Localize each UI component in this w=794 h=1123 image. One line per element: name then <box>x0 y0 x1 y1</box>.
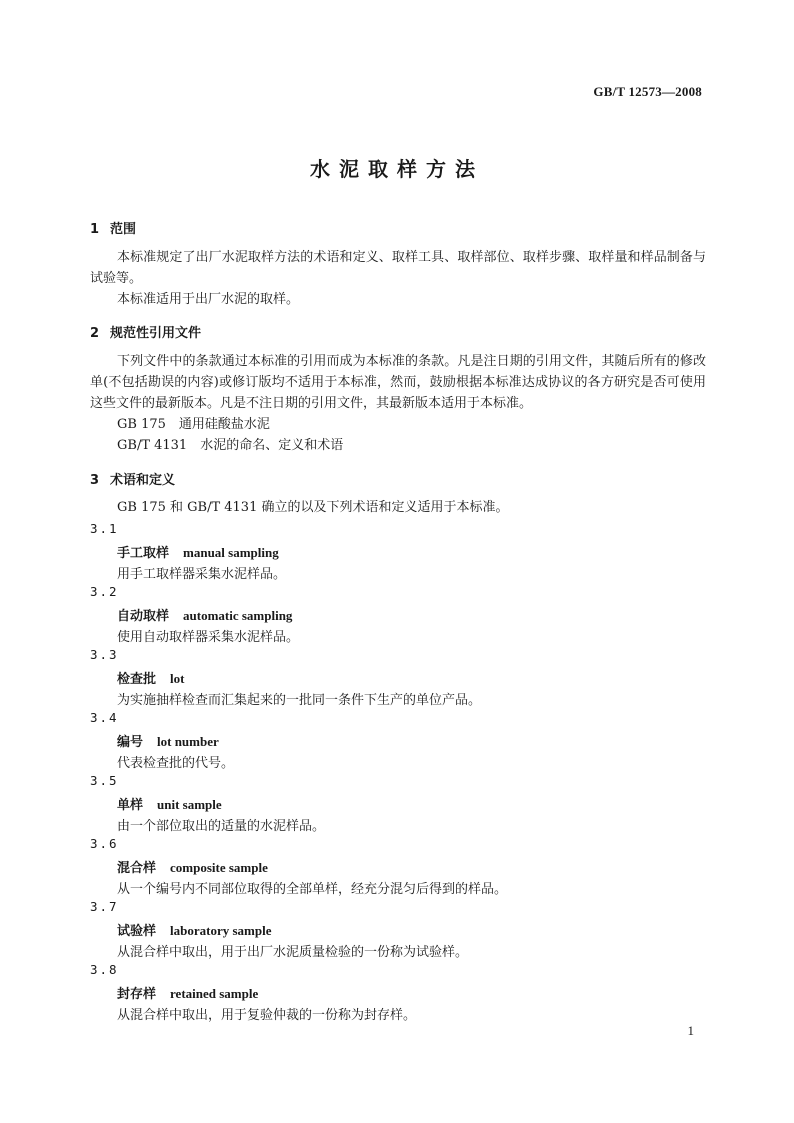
term-english: manual sampling <box>183 545 279 560</box>
term-entry <box>117 983 258 1002</box>
term-definition: 代表检查批的代号。 <box>117 756 235 771</box>
term-chinese: 单样 <box>117 798 144 813</box>
term-definition: 使用自动取样器采集水泥样品。 <box>117 630 300 645</box>
term-english: composite sample <box>170 860 268 875</box>
term-chinese: 封存样 <box>117 987 157 1002</box>
term-entry <box>117 668 184 687</box>
term-definition: 从一个编号内不同部位取得的全部单样，经充分混匀后得到的样品。 <box>117 882 508 897</box>
section-title: 规范性引用文件 <box>110 326 202 341</box>
term-english: lot number <box>157 734 219 749</box>
section-1-heading <box>90 218 136 237</box>
clause-number: 3.8 <box>90 962 119 977</box>
clause-number: 3.5 <box>90 773 119 788</box>
normative-reference: GB 175 通用硅酸盐水泥 <box>117 417 270 432</box>
term-english: automatic sampling <box>183 608 293 623</box>
term-definition: 从混合样中取出，用于复验仲裁的一份称为封存样。 <box>117 1008 417 1023</box>
term-entry <box>117 542 279 561</box>
section-number: 3 <box>90 473 100 488</box>
document-title: 水泥取样方法 <box>310 157 484 181</box>
section-number: 1 <box>90 222 100 237</box>
term-definition: 由一个部位取出的适量的水泥样品。 <box>117 819 326 834</box>
term-definition: 从混合样中取出，用于出厂水泥质量检验的一份称为试验样。 <box>117 945 469 960</box>
term-english: lot <box>170 671 185 686</box>
term-definition: 用手工取样器采集水泥样品。 <box>117 567 287 582</box>
clause-number: 3.6 <box>90 836 119 851</box>
term-english: retained sample <box>170 986 259 1001</box>
standard-code: GB/T 12573—2008 <box>593 84 702 99</box>
section-number: 2 <box>90 326 100 341</box>
section-title: 范围 <box>110 222 137 237</box>
term-chinese: 自动取样 <box>117 609 170 624</box>
clause-number: 3.2 <box>90 584 119 599</box>
section-3-intro: GB 175 和 GB/T 4131 确立的以及下列术语和定义适用于本标准。 <box>117 500 509 515</box>
clause-number: 3.4 <box>90 710 119 725</box>
clause-number: 3.3 <box>90 647 119 662</box>
section-1-paragraph-1: 本标准规定了出厂水泥取样方法的术语和定义、取样工具、取样部位、取样步骤、取样量和样品制备与试验等。 <box>90 250 706 286</box>
term-chinese: 编号 <box>117 735 144 750</box>
term-entry <box>117 605 292 624</box>
page-number: 1 <box>687 1023 694 1038</box>
term-entry <box>117 731 219 750</box>
term-entry <box>117 920 271 939</box>
section-1-paragraph-2: 本标准适用于出厂水泥的取样。 <box>117 292 300 307</box>
section-title: 术语和定义 <box>110 473 176 488</box>
clause-number: 3.1 <box>90 521 119 536</box>
term-entry <box>117 794 222 813</box>
term-chinese: 试验样 <box>117 924 157 939</box>
term-english: unit sample <box>157 797 222 812</box>
clause-number: 3.7 <box>90 899 119 914</box>
section-3-heading <box>90 469 175 488</box>
term-english: laboratory sample <box>170 923 272 938</box>
section-2-paragraph: 下列文件中的条款通过本标准的引用而成为本标准的条款。凡是注日期的引用文件，其随后所有的修改单(不包括勘误的内容)或修订版均不适用于本标准，然而，鼓励根据本标准达成协议的各方研究是否可使用这些文件的最新版本。凡是不注日期的引用文件，其最新版本适用于本标准。 <box>90 354 706 411</box>
normative-reference: GB/T 4131 水泥的命名、定义和术语 <box>117 438 344 453</box>
term-entry <box>117 857 268 876</box>
section-2-heading <box>90 322 201 341</box>
term-chinese: 检查批 <box>117 672 157 687</box>
term-chinese: 混合样 <box>117 861 157 876</box>
term-chinese: 手工取样 <box>117 546 170 561</box>
term-definition: 为实施抽样检查而汇集起来的一批同一条件下生产的单位产品。 <box>117 693 482 708</box>
